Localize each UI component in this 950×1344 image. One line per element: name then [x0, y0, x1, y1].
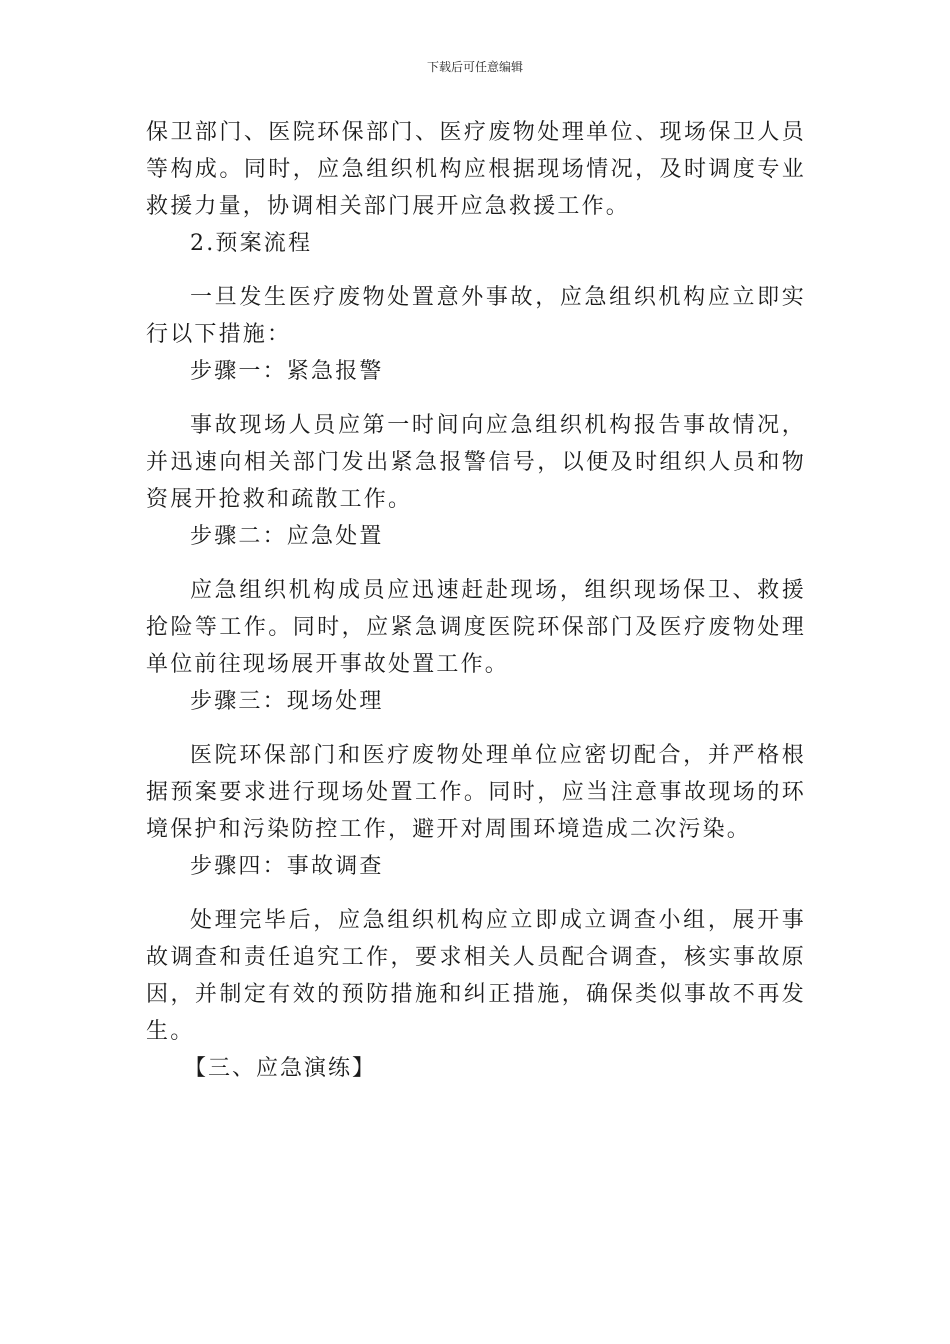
heading-process: 2.预案流程 [190, 231, 313, 256]
step1-title: 步骤一：紧急报警 [190, 359, 384, 384]
step4-body: 处理完毕后，应急组织机构应立即成立调查小组，展开事故调查和责任追究工作，要求相关人员配合调查，核实事故原因，并制定有效的预防措施和纠正措施，确保类似事故不再发生。 [146, 908, 806, 1044]
paragraph-continuation: 保卫部门、医院环保部门、医疗废物处理单位、现场保卫人员等构成。同时，应急组织机构应根据现场情况，及时调度专业救援力量，协调相关部门展开应急救援工作。 [146, 120, 806, 219]
step3-title: 步骤三：现场处理 [190, 689, 384, 714]
step3-body: 医院环保部门和医疗废物处理单位应密切配合，并严格根据预案要求进行现场处置工作。同时，应当注意事故现场的环境保护和污染防控工作，避开对周围环境造成二次污染。 [146, 743, 806, 842]
document-body [146, 114, 806, 1087]
section-heading-drill: 【三、应急演练】 [184, 1056, 377, 1081]
step4-title: 步骤四：事故调查 [190, 854, 384, 879]
step2-title: 步骤二：应急处置 [190, 524, 384, 549]
step2-body: 应急组织机构成员应迅速赶赴现场，组织现场保卫、救援抢险等工作。同时，应紧急调度医院环保部门及医疗废物处理单位前往现场展开事故处置工作。 [146, 578, 806, 677]
step1-body: 事故现场人员应第一时间向应急组织机构报告事故情况，并迅速向相关部门发出紧急报警信号，以便及时组织人员和物资展开抢救和疏散工作。 [146, 413, 806, 512]
header-note: 下载后可任意编辑 [426, 60, 523, 74]
paragraph-intro: 一旦发生医疗废物处置意外事故，应急组织机构应立即实行以下措施： [146, 285, 806, 347]
